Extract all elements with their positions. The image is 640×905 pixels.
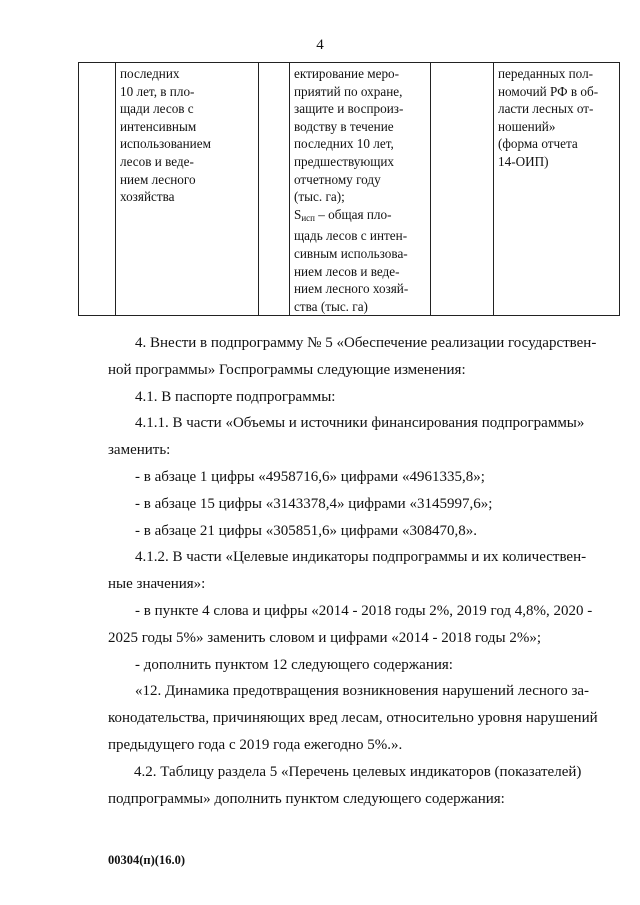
paragraph-item-add-point-12 xyxy=(108,652,604,679)
cell-text-line: защите и воспроиз- xyxy=(294,101,404,117)
cell-text-line: отчетному году xyxy=(294,171,381,187)
text-line: подпрограммы» дополнить пунктом следующего содержания: xyxy=(108,790,505,807)
cell-text-line: 14-ОИП) xyxy=(498,153,549,169)
text-line: - в абзаце 15 цифры «3143378,4» цифрами «3145997,6»; xyxy=(135,495,493,512)
paragraph-target-indicators xyxy=(108,544,604,598)
cell-text-line: использованием xyxy=(120,136,211,152)
variable-symbol: S xyxy=(294,206,302,222)
cell-text-line: нием лесов и веде- xyxy=(294,263,400,279)
paragraph-amend-subprogram-5 xyxy=(108,330,604,384)
text-line: 2025 годы 5%» заменить словом и цифрами «2014 - 2018 годы 2%»; xyxy=(108,629,542,646)
cell-text-line: щади лесов с xyxy=(120,101,194,117)
cell-text-line: последних xyxy=(120,66,180,81)
formula-variable-line xyxy=(294,206,426,228)
cell-text-line: сивным использова- xyxy=(294,245,408,261)
text-line: 4.2. Таблицу раздела 5 «Перечень целевых индикаторов (показателей) xyxy=(134,763,582,780)
variable-subscript: исп xyxy=(301,212,315,223)
text-line: конодательства, причиняющих вред лесам, относительно уровня нарушений xyxy=(108,710,598,727)
cell-text-line: (тыс. га); xyxy=(294,189,345,205)
text-line: ные значения»: xyxy=(108,576,206,593)
cell-text-line: интенсивным xyxy=(120,118,197,134)
paragraph-point-12-text xyxy=(108,678,604,758)
cell-text-line: приятий по охране, xyxy=(294,83,403,99)
text-line: 4.1.2. В части «Целевые индикаторы подпрограммы и их количествен- xyxy=(135,549,587,566)
text-line: - в пункте 4 слова и цифры «2014 - 2018 годы 2%, 2019 год 4,8%, 2020 - xyxy=(135,602,593,619)
paragraph-item-abzac-21 xyxy=(108,518,604,545)
text-line: 4. Внести в подпрограмму № 5 «Обеспечение реализации государствен- xyxy=(135,335,597,351)
cell-text-line: щадь лесов с интен- xyxy=(294,228,408,244)
cell-text-line: ектирование меро- xyxy=(294,66,400,81)
table-cell-unit xyxy=(259,63,290,316)
table-cell-empty xyxy=(431,63,494,316)
paragraph-item-abzac-15 xyxy=(108,491,604,518)
text-line: заменить: xyxy=(108,442,171,459)
indicators-table-fragment xyxy=(78,62,620,316)
cell-text-line: 10 лет, в пло- xyxy=(120,83,195,99)
text-line: - в абзаце 1 цифры «4958716,6» цифрами «4961335,8»; xyxy=(135,468,485,485)
document-body xyxy=(108,330,604,812)
cell-text-line: последних 10 лет, xyxy=(294,136,394,152)
table-row xyxy=(79,63,620,316)
cell-text-line: ласти лесных от- xyxy=(498,101,594,117)
document-code: 00304(п)(16.0) xyxy=(108,853,185,867)
text-line: «12. Динамика предотвращения возникновения нарушений лесного за- xyxy=(135,683,590,700)
page-number: 4 xyxy=(316,37,324,53)
text-line: предыдущего года с 2019 года ежегодно 5%.». xyxy=(108,736,403,753)
paragraph-item-abzac-1 xyxy=(108,464,604,491)
variable-description: – общая пло- xyxy=(314,206,392,222)
table-cell-formula xyxy=(290,63,431,316)
text-line: - дополнить пунктом 12 следующего содержания: xyxy=(135,656,453,673)
text-line: 4.1.1. В части «Объемы и источники финансирования подпрограммы» xyxy=(135,415,585,432)
cell-text-line: лесов и веде- xyxy=(120,153,194,169)
cell-text-line: ства (тыс. га) xyxy=(294,298,368,314)
paragraph-financing xyxy=(108,410,604,464)
cell-text-line: нием лесного хозяй- xyxy=(294,281,409,297)
paragraph-table-section-5 xyxy=(108,759,604,813)
cell-text-line: нием лесного xyxy=(120,171,196,187)
cell-text-line: хозяйства xyxy=(120,189,175,205)
cell-text-line: номочий РФ в об- xyxy=(498,83,599,99)
paragraph-item-point-4 xyxy=(108,598,604,652)
paragraph-passport xyxy=(108,384,604,411)
text-line: ной программы» Госпрограммы следующие изменения: xyxy=(108,361,466,378)
cell-text-line: водству в течение xyxy=(294,118,394,134)
cell-text-line: предшествующих xyxy=(294,153,395,169)
cell-text-line: переданных пол- xyxy=(498,66,594,81)
text-line: 4.1. В паспорте подпрограммы: xyxy=(135,388,336,405)
cell-text-line: (форма отчета xyxy=(498,136,578,152)
table-cell-number xyxy=(79,63,116,316)
table-cell-indicator-name xyxy=(116,63,259,316)
text-line: - в абзаце 21 цифры «305851,6» цифрами «308470,8». xyxy=(135,522,477,539)
cell-text-line: ношений» xyxy=(498,118,556,134)
table-cell-source xyxy=(494,63,620,316)
